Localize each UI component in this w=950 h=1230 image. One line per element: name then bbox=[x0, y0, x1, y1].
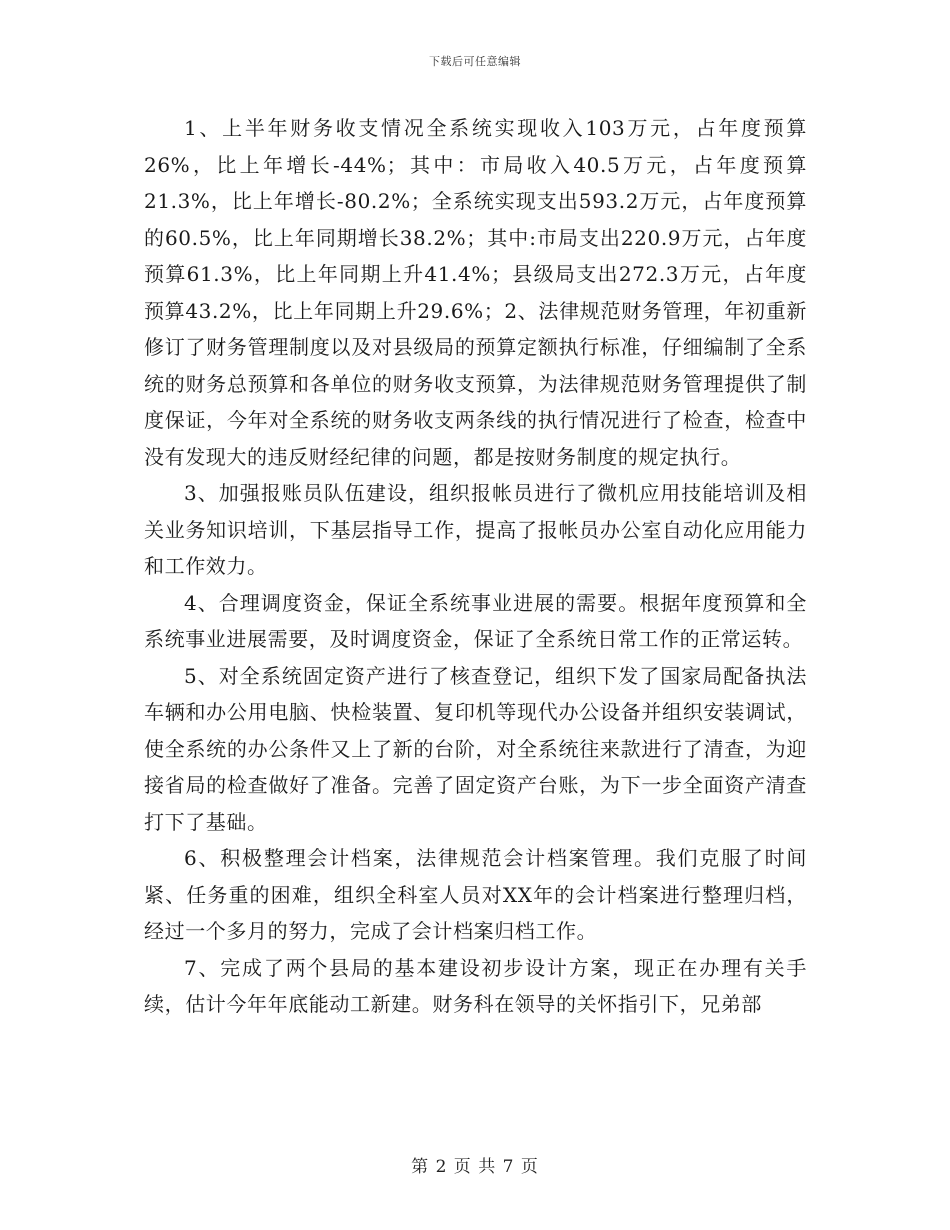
paragraph-3: 3、加强报账员队伍建设，组织报帐员进行了微机应用技能培训及相关业务知识培训，下基层指导工作，提高了报帐员办公室自动化应用能力和工作效力。 bbox=[144, 481, 807, 578]
page-number-footer: 第 2 页 共 7 页 bbox=[411, 1157, 539, 1177]
paragraph-1: 1、上半年财务收支情况全系统实现收入103万元，占年度预算26%，比上年增长-44%；其中：市局收入40.5万元，占年度预算21.3%，比上年增长-80.2%；全系统实现支出593.2万元，占年度预算的60.5%，比上年同期增长38.2%；其中:市局支出220.9万元，占年度预算61.3%，比上年同期上升41.4%；县级局支出272.3万元，占年度预算43.2%，比上年同期上升29.6%；2、法律规范财务管理，年初重新修订了财务管理制度以及对县级局的预算定额执行标准，仔细编制了全系统的财务总预算和各单位的财务收支预算，为法律规范财务管理提供了制度保证，今年对全系统的财务收支两条线的执行情况进行了检查，检查中没有发现大的违反财经纪律的问题，都是按财务制度的规定执行。 bbox=[144, 116, 807, 469]
paragraph-6: 6、积极整理会计档案，法律规范会计档案管理。我们克服了时间紧、任务重的困难，组织全科室人员对XX年的会计档案进行整理归档，经过一个多月的努力，完成了会计档案归档工作。 bbox=[144, 846, 807, 943]
paragraph-4: 4、合理调度资金，保证全系统事业进展的需要。根据年度预算和全系统事业进展需要，及时调度资金，保证了全系统日常工作的正常运转。 bbox=[144, 590, 807, 651]
page-header: 下载后可任意编辑 bbox=[429, 55, 521, 68]
paragraph-5: 5、对全系统固定资产进行了核查登记，组织下发了国家局配备执法车辆和办公用电脑、快检装置、复印机等现代办公设备并组织安装调试，使全系统的办公条件又上了新的台阶，对全系统往来款进行了清查，为迎接省局的检查做好了准备。完善了固定资产台账，为下一步全面资产清查打下了基础。 bbox=[144, 663, 807, 834]
paragraph-7: 7、完成了两个县局的基本建设初步设计方案，现正在办理有关手续，估计今年年底能动工新建。财务科在领导的关怀指引下，兄弟部 bbox=[144, 955, 807, 1016]
document-body bbox=[144, 110, 807, 1023]
